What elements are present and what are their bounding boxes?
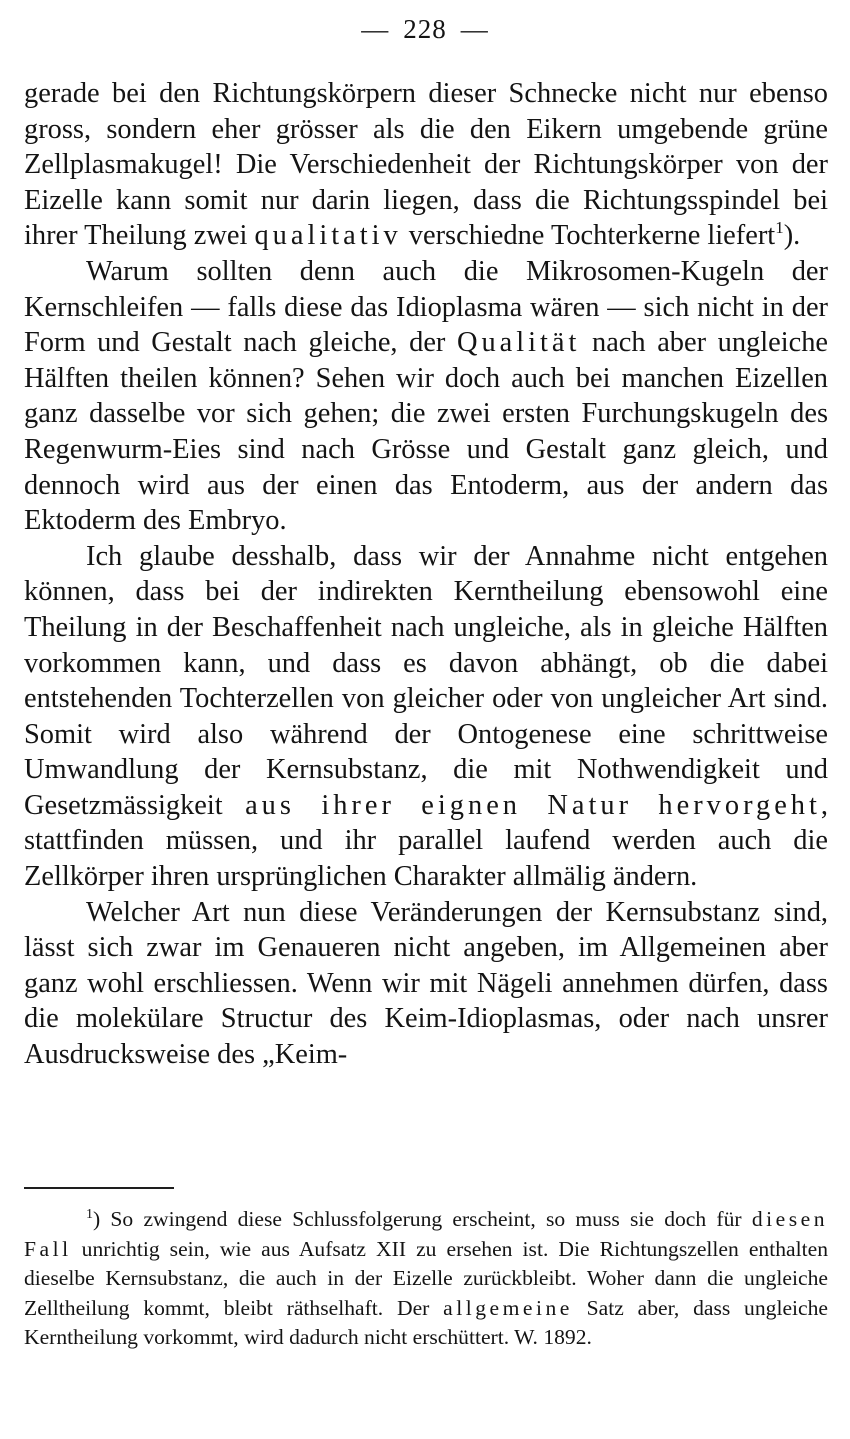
- emphasized-text: qualitativ: [254, 220, 402, 252]
- text-segment: nach aber ungleiche Hälften theilen können? Sehen wir doch auch bei manchen Eizellen ganz dasselbe vor sich gehen; die zwei ersten Furchungskugeln des Regenwurm-Eies sind nach Grösse und Gestalt ganz gleich, und dennoch wird aus der einen das Entoderm, aus der andern das Ektoderm des Embryo.: [24, 327, 828, 537]
- header-dash-left: —: [361, 14, 390, 44]
- emphasized-text: allgemeine: [443, 1295, 573, 1320]
- main-text: [24, 76, 828, 1073]
- text-segment: , stattfinden müssen, und ihr parallel laufend werden auch die Zellkörper ihren ursprünglichen Charakter allmälig ändern.: [24, 789, 828, 893]
- paragraph-4: [24, 895, 828, 1073]
- text-segment: Satz aber, dass ungleiche Kerntheilung vorkommt, wird dadurch nicht erschüttert. W. 1892.: [24, 1295, 828, 1349]
- paragraph-3: [24, 539, 828, 895]
- text-segment: gerade bei den Richtungskörpern dieser Schnecke nicht nur ebenso gross, sondern eher grösser als die den Eikern umgebende grüne Zellplasmakugel! Die Verschiedenheit der Richtungskörper von der Eizelle kann somit nur darin liegen, dass die Richtungsspindel bei ihrer Theilung zwei: [24, 78, 828, 252]
- header-dash-right: —: [460, 14, 489, 44]
- paragraph-1: [24, 76, 828, 254]
- footnote: [24, 1205, 828, 1353]
- text-segment: verschiedne Tochterkerne liefert: [401, 220, 776, 252]
- page-header: [0, 14, 850, 45]
- text-segment: Warum sollten denn auch die Mikrosomen-Kugeln der Kernschleifen — falls diese das Idioplasma wären — sich nicht in der Form und Gestalt nach gleiche, der: [24, 255, 828, 359]
- footnote-marker: 1: [775, 218, 784, 238]
- page-number: 228: [403, 14, 447, 44]
- text-segment: Welcher Art nun diese Veränderungen der Kernsubstanz sind, lässt sich zwar im Genaueren nicht angeben, im Allgemeinen aber ganz wohl erschliessen. Wenn wir mit Nägeli annehmen dürfen, dass die molekülare Structur des Keim-Idioplasmas, oder nach unsrer Ausdrucksweise des „Keim-: [24, 896, 828, 1071]
- text-segment: ) So zwingend diese Schlussfolgerung erscheint, so muss sie doch für: [93, 1207, 752, 1231]
- paragraph-2: [24, 254, 828, 539]
- text-segment: ).: [783, 220, 801, 252]
- footnote-number: 1: [86, 1207, 93, 1222]
- emphasized-text: aus ihrer eignen Natur hervorgeht: [245, 789, 821, 821]
- emphasized-text: Qualität: [456, 327, 581, 359]
- text-segment: unrichtig sein, wie aus Aufsatz XII zu ersehen ist. Die Richtungszellen enthalten dieselbe Kernsubstanz, die auch in der Eizelle zurückbleibt. Woher dann die ungleiche Zelltheilung kommt, bleibt räthselhaft. Der: [24, 1236, 828, 1320]
- text-segment: Ich glaube desshalb, dass wir der Annahme nicht entgehen können, dass bei der indirekten Kerntheilung ebensowohl eine Theilung in der Beschaffenheit nach ungleiche, als in gleiche Hälften vorkommen kann, und dass es davon abhängt, ob die dabei entstehenden Tochterzellen von gleicher oder von ungleicher Art sind. Somit wird also während der Ontogenese eine schrittweise Umwandlung der Kernsubstanz, die mit Nothwendigkeit und Gesetzmässigkeit: [24, 540, 828, 821]
- emphasized-text: diesen Fall: [24, 1207, 828, 1261]
- footnote-divider: [24, 1187, 174, 1189]
